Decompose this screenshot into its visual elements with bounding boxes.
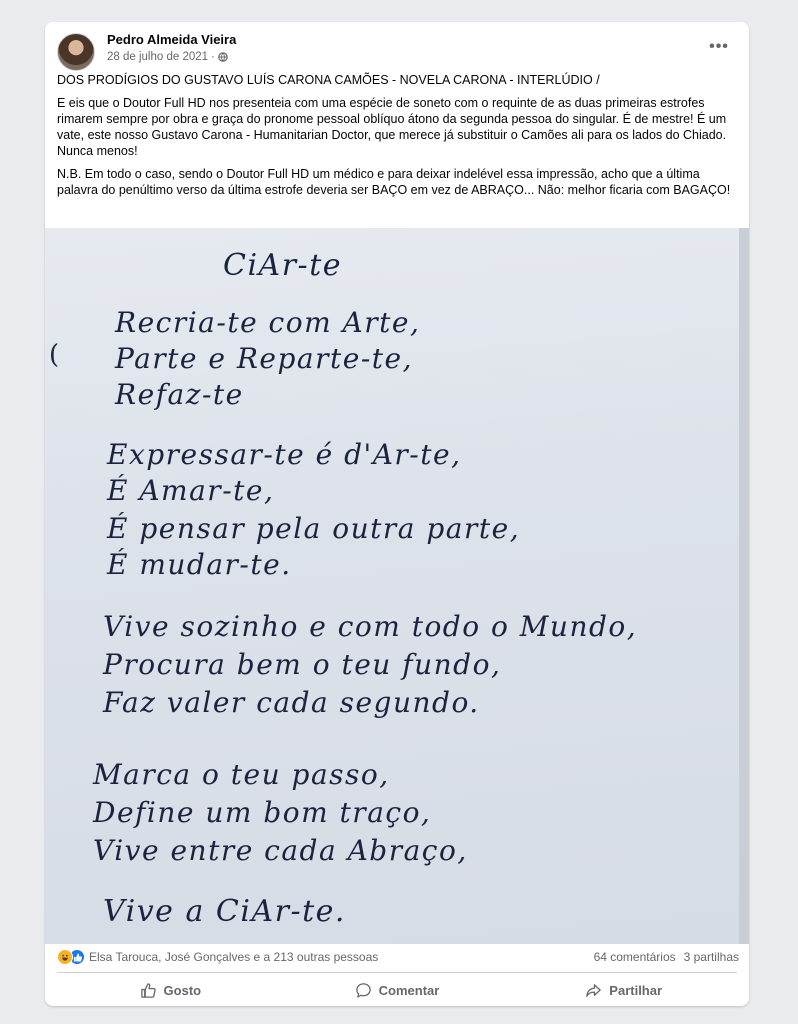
haha-reaction-icon	[57, 949, 73, 965]
poem-line: Refaz-te	[115, 378, 244, 411]
post-paragraph-title: DOS PRODÍGIOS DO GUSTAVO LUÍS CARONA CAMÕES - NOVELA CARONA - INTERLÚDIO /	[57, 73, 600, 87]
margin-mark: (	[49, 340, 60, 370]
author-name[interactable]: Pedro Almeida Vieira	[107, 32, 237, 47]
more-options-button[interactable]: •••	[709, 38, 729, 55]
post-paragraph-nb: N.B. Em todo o caso, sendo o Doutor Full HD um médico e para deixar indelével essa impressão, acho que a última palavra do penúltimo verso da última estrofe deveria ser BAÇO em vez de ABRAÇO... Não: melhor ficaria com BAGAÇO!	[57, 167, 731, 197]
post-header	[57, 30, 737, 70]
poem-line: Vive entre cada Abraço,	[93, 834, 468, 867]
reactions-bar	[57, 947, 739, 967]
reaction-icons	[57, 949, 85, 965]
reaction-names[interactable]: Elsa Tarouca, José Gonçalves e a 213 outras pessoas	[89, 950, 379, 964]
reactions-summary[interactable]	[57, 949, 378, 965]
share-icon	[585, 982, 602, 999]
poem-line: Expressar-te é d'Ar-te,	[107, 438, 462, 471]
like-button[interactable]	[57, 975, 284, 1005]
photo-edge	[739, 228, 749, 944]
globe-icon	[218, 52, 228, 62]
avatar[interactable]	[57, 33, 95, 71]
post-paragraph-body: E eis que o Doutor Full HD nos presenteia com uma espécie de soneto com o requinte de as duas primeiras estrofes rimarem sempre por obra e graça do pronome pessoal oblíquo átono da segunda pessoa do singular. É de mestre! É um vate, este nosso Gustavo Carona - Humanitarian Doctor, que merece já substituir o Camões ali para os lados do Chiado. Nunca menos!	[57, 96, 727, 158]
post-actions	[57, 975, 737, 1005]
poem-line: É pensar pela outra parte,	[107, 512, 521, 545]
poem-line: Parte e Reparte-te,	[115, 342, 414, 375]
comments-count[interactable]: 64 comentários	[593, 950, 676, 964]
post-text	[57, 72, 737, 205]
poem-line: Vive sozinho e com todo o Mundo,	[103, 610, 638, 643]
like-label: Gosto	[163, 982, 202, 998]
share-label: Partilhar	[609, 982, 663, 998]
poem-line: Marca o teu passo,	[93, 758, 390, 791]
shares-count[interactable]: 3 partilhas	[683, 950, 739, 964]
share-button[interactable]	[510, 975, 737, 1005]
poem-line: Recria-te com Arte,	[115, 306, 421, 339]
engagement-counts	[594, 950, 739, 964]
poem-title: CiAr-te	[223, 248, 343, 283]
post-photo[interactable]	[45, 228, 749, 944]
poem-line: É Amar-te,	[107, 474, 275, 507]
date-separator: ·	[211, 51, 215, 63]
post-meta	[107, 51, 228, 63]
comment-label: Comentar	[378, 982, 440, 998]
poem-line: Faz valer cada segundo.	[103, 686, 480, 719]
post-card	[45, 22, 749, 1006]
poem-line: Define um bom traço,	[93, 796, 432, 829]
comment-icon	[355, 982, 372, 999]
poem-line: Procura bem o teu fundo,	[103, 648, 502, 681]
post-date[interactable]: 28 de julho de 2021	[107, 51, 209, 63]
poem-line: Vive a CiAr-te.	[103, 894, 346, 929]
poem-line: É mudar-te.	[107, 548, 292, 581]
thumbs-up-icon	[140, 982, 157, 999]
comment-button[interactable]	[284, 975, 511, 1005]
divider	[57, 972, 737, 973]
